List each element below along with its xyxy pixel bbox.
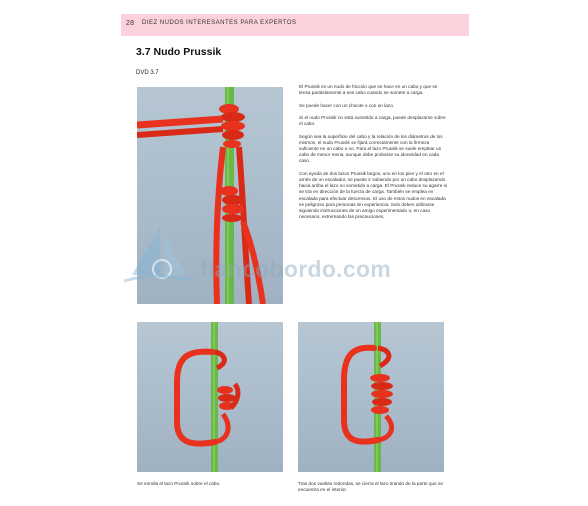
upper-knot	[219, 104, 245, 148]
paragraph: Si el nudo Prussik no está sometido a carga, puede desplazarse sobre el cabo.	[299, 114, 446, 127]
dvd-reference: DVD 3.7	[136, 70, 159, 76]
paragraph: Según sea la superficie del cabo y la relación de los diámetros de los mismos, el nudo Prussik se fijará correctamente con la firmeza suficiente en un cabo o no. Para el lazo Prussik se suele emplear un cabo de menor mena, aunque debe probarse su idoneidad en cada caso.	[299, 133, 443, 164]
red-rope-left	[137, 119, 223, 125]
step-2-illustration	[298, 322, 444, 472]
paragraph: Se puede hacer con un chicote o con un lazo.	[299, 102, 395, 108]
figure-caption-left: Se enrolla el lazo Prussik sobre el cabo.	[137, 481, 221, 486]
sailboat-logo-icon	[120, 225, 200, 295]
section-title: 3.7 Nudo Prussik	[136, 46, 222, 58]
watermark-text: fiancobordo.com	[200, 256, 392, 282]
running-title: DIEZ NUDOS INTERESANTES PARA EXPERTOS	[142, 20, 297, 26]
figure-caption-right: Tras dos vueltas redondas, se cierra el lazo tirando de la parte que se encuentra en el interior.	[298, 481, 443, 492]
body-text	[299, 84, 449, 227]
paragraph: El Prussik es un nudo de fricción que se hace en un cabo y que se tensa paralelamente a ese cabo cuando se somete a carga.	[299, 84, 438, 96]
paragraph: Con ayuda de dos lazos Prussik largos, uno en los pies y el otro en el arnés de un escalador, se puede ir subiendo por un cabo desplazando hacia arriba el lazo no sometido a carga. El Prussik reduce su agarre si se tira en dirección de la fuerza de carga. También se emplea en escalada para efectuar descensos. El uso de estos nudos en escalada es peligroso para personas sin experiencia. Solo deben utilizarse siguiendo instrucciones de un amigo experimentado o, en caso necesario, extremando las precauciones.	[299, 170, 447, 220]
photo-step-1	[137, 322, 283, 472]
page-number: 28	[126, 20, 135, 27]
photo-step-2	[298, 322, 444, 472]
step-1-illustration	[137, 322, 283, 472]
